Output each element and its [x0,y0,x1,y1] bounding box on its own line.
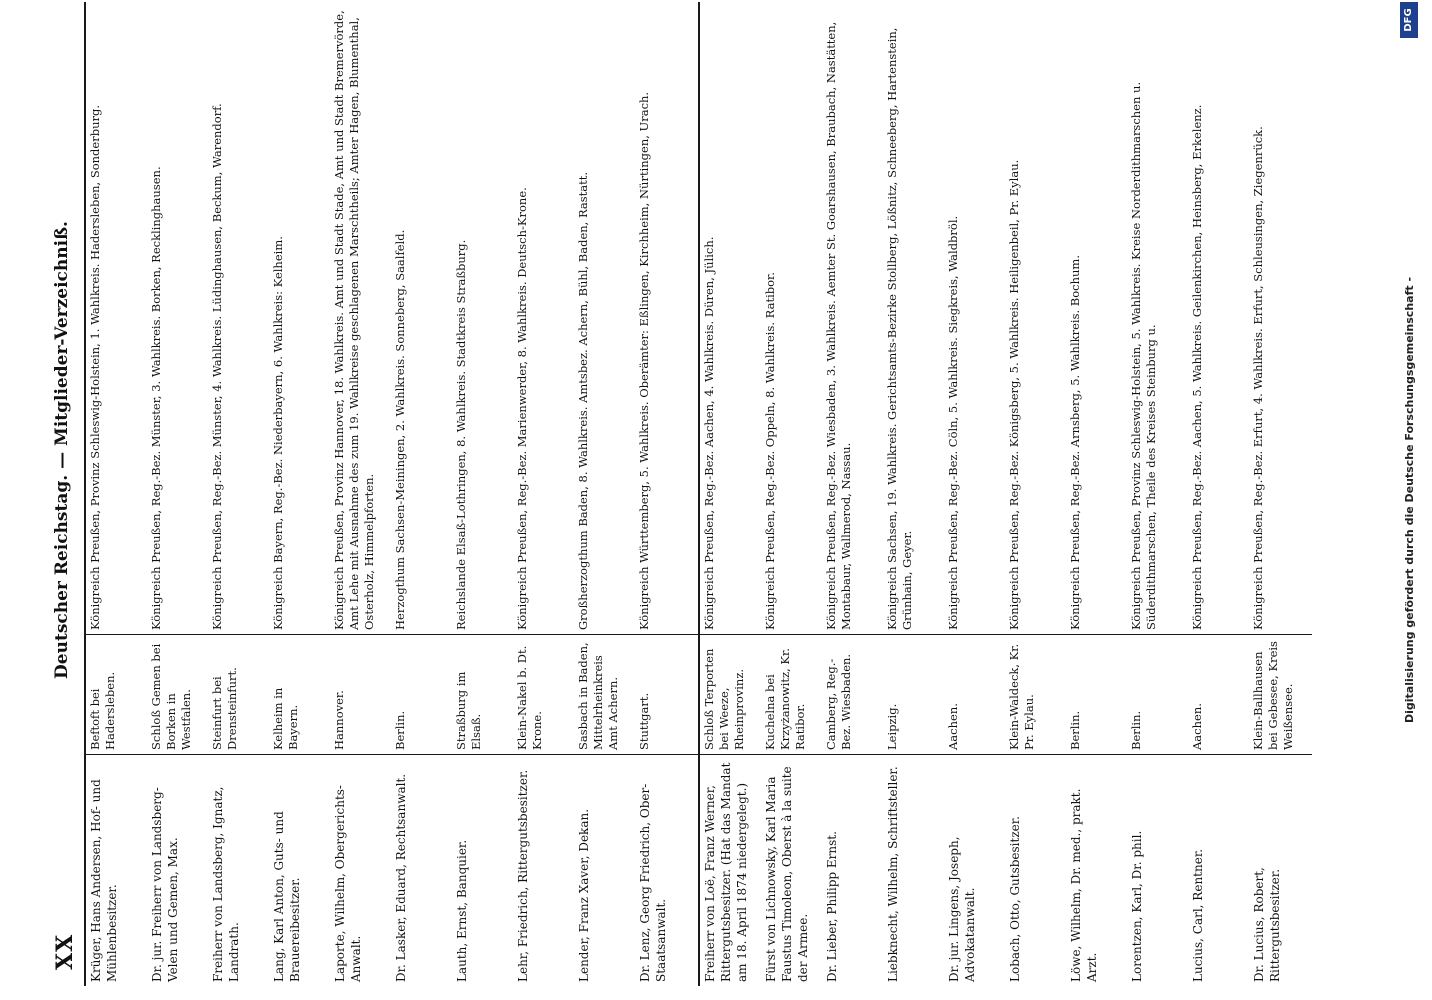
member-name: Dr. Lucius, Robert, Rittergutsbesitzer. [1252,867,1282,982]
member-residence: Straßburg im Elsaß. [454,671,483,750]
right-table-names [700,755,1312,986]
left-table-constituencies [86,2,698,634]
member-residence: Steinfurt bei Drensteinfurt. [210,667,239,750]
member-residence: Hannover. [332,690,346,750]
member-residence: Klein-Ballhausen bei Gebesee, Kreis Weißensee. [1251,641,1295,750]
member-name: Lehr, Friedrich, Rittergutsbesitzer. [516,769,530,982]
member-name: Löwe, Wilhelm, Dr. med., prakt. Arzt. [1069,788,1099,982]
member-residence: Berlin. [1068,710,1082,750]
member-name: Krüger, Hans Andersen, Hof- und Mühlenbesitzer. [89,779,119,982]
member-name: Lender, Franz Xaver, Dekan. [577,808,591,982]
member-name: Laporte, Wilhelm, Obergerichts-Anwalt. [333,785,363,982]
member-constituency: Königreich Preußen, Reg.-Bez. Marienwerder, 8. Wahlkreis. Deutsch-Krone. [515,187,529,630]
member-constituency: Königreich Preußen, Reg.-Bez. Münster, 3. Wahlkreis. Borken, Recklinghausen. [149,166,163,630]
member-constituency: Königreich Preußen, Reg.-Bez. Wiesbaden, 3. Wahlkreis. Aemter St. Goarshausen, Braubach, Nastätten, Montabaur, Wallmerod, Nassau. [824,21,853,630]
left-table-names [86,755,698,986]
member-residence: Berlin. [1129,710,1143,750]
member-constituency: Königreich Preußen, Reg.-Bez. Arnsberg, 5. Wahlkreis. Bochum. [1068,255,1082,630]
member-constituency: Reichslande Elsaß-Lothringen, 8. Wahlkreis. Stadtkreis Straßburg. [454,239,468,630]
member-constituency: Königreich Preußen, Reg.-Bez. Aachen, 4. Wahlkreis. Düren, Jülich. [702,236,716,630]
member-name: Dr. Lieber, Philipp Ernst. [825,831,839,982]
member-name: Dr. jur. Lingens, Joseph, Advokatanwalt. [947,836,977,982]
member-residence: Klein-Waldeck, Kr. Pr. Eylau. [1007,643,1036,750]
member-residence: Aachen. [946,703,960,750]
member-constituency: Königreich Preußen, Reg.-Bez. Aachen, 5. Wahlkreis. Geilenkirchen, Heinsberg, Erkelenz. [1190,104,1204,630]
member-name: Lucius, Carl, Rentner. [1191,848,1205,982]
member-residence: Aachen. [1190,703,1204,750]
right-table-constituencies [700,2,1312,634]
page-number: XX [52,933,78,970]
member-residence: Klein-Nakel b. Dt. Krone. [515,645,544,750]
member-residence: Beftoft bei Hadersleben. [88,671,117,750]
member-residence: Berlin. [393,710,407,750]
member-residence: Schloß Terporten bei Weeze, Rheinprovinz. [702,648,746,750]
right-table-residences [700,635,1312,754]
left-table-residences [86,635,698,754]
member-constituency: Herzogthum Sachsen-Meiningen, 2. Wahlkreis. Sonneberg, Saalfeld. [393,229,407,630]
member-constituency: Königreich Württemberg, 5. Wahlkreis. Oberämter: Eßlingen, Kirchheim, Nürtingen, Urach. [637,91,651,630]
member-name: Freiherr von Landsberg, Ignatz, Landrath. [211,786,241,982]
member-name: Lang, Karl Anton, Guts- und Brauereibesitzer. [272,811,302,982]
member-constituency: Königreich Preußen, Reg.-Bez. Münster, 4. Wahlkreis. Lüdinghausen, Beckum, Warendorf. [210,103,224,630]
member-name: Liebknecht, Wilhelm, Schriftsteller. [886,766,900,982]
member-name: Dr. Lenz, Georg Friedrich, Ober-Staatsanwalt. [638,783,668,982]
member-residence: Schloß Gemen bei Borken in Westfalen. [149,643,193,750]
member-residence: Camberg, Reg.-Bez. Wiesbaden. [824,653,853,750]
member-residence: Kelheim in Bayern. [271,687,300,750]
member-constituency: Königreich Preußen, Provinz Hannover, 18. Wahlkreis. Amt und Stadt Stade, Amt und Stadt Bremervörde, Amt Lehe mit Ausnahme des zum 19. Wahlkreise geschlagenen Marschtheils; Amter Hagen, Blumenthal, Osterholz, Himmelpforten. [332,10,376,630]
member-name: Freiherr von Loë, Franz Werner, Rittergutsbesitzer. (Hat das Mandat am 18. April 1874 niedergelegt.) [703,762,749,982]
member-name: Fürst von Lichnowsky, Karl Maria Faustus Timoleon, Oberst à la suite der Armee. [764,766,810,982]
member-constituency: Königreich Bayern, Reg.-Bez. Niederbayern, 6. Wahlkreis: Kelheim. [271,236,285,630]
running-head: Deutscher Reichstag. — Mitglieder-Verzeichniß. [52,221,72,679]
member-constituency: Königreich Preußen, Provinz Schleswig-Holstein, 1. Wahlkreis. Hadersleben, Sonderburg. [88,104,102,630]
member-constituency: Großherzogthum Baden, 8. Wahlkreis. Amtsbez. Achern, Bühl, Baden, Rastatt. [576,171,590,630]
member-constituency: Königreich Sachsen, 19. Wahlkreis. Gerichtsamts-Bezirke Stollberg, Lößnitz, Schneeberg, Hartenstein, Grünhain, Geyer. [885,27,914,630]
member-constituency: Königreich Preußen, Reg.-Bez. Erfurt, 4. Wahlkreis. Erfurt, Schleusingen, Ziegenrück. [1251,126,1265,630]
member-residence: Leipzig. [885,703,899,750]
member-constituency: Königreich Preußen, Reg.-Bez. Cöln, 5. Wahlkreis. Siegkreis, Waldbröl. [946,215,960,630]
member-name: Dr. Lasker, Eduard, Rechtsanwalt. [394,773,408,982]
member-constituency: Königreich Preußen, Provinz Schleswig-Holstein, 5. Wahlkreis. Kreise Norderdithmarschen u. Süderdithmarschen, Theile des Kreises Steinburg u. [1129,81,1158,630]
member-name: Dr. jur. Freiherr von Landsberg-Velen und Gemen, Max. [150,787,180,982]
member-name: Lobach, Otto, Gutsbesitzer. [1008,816,1022,982]
dfg-logo: DFG [1400,2,1418,38]
member-residence: Stuttgart. [637,692,651,750]
member-residence: Sasbach in Baden, Mittelrheinkreis Amt Achern. [576,642,620,750]
member-residence: Kuchelna bei Krzyżanowitz, Kr. Ratibor. [763,648,807,750]
member-name: Lauth, Ernst, Banquier. [455,839,469,982]
member-constituency: Königreich Preußen, Reg.-Bez. Oppeln, 8. Wahlkreis. Ratibor. [763,272,777,630]
member-constituency: Königreich Preußen, Reg.-Bez. Königsberg, 5. Wahlkreis. Heiligenbeil, Pr. Eylau. [1007,159,1021,630]
member-name: Lorentzen, Karl, Dr. phil. [1130,830,1144,982]
digitization-note: Digitalisierung gefördert durch die Deutsche Forschungsgemeinschaft - [1403,276,1416,724]
